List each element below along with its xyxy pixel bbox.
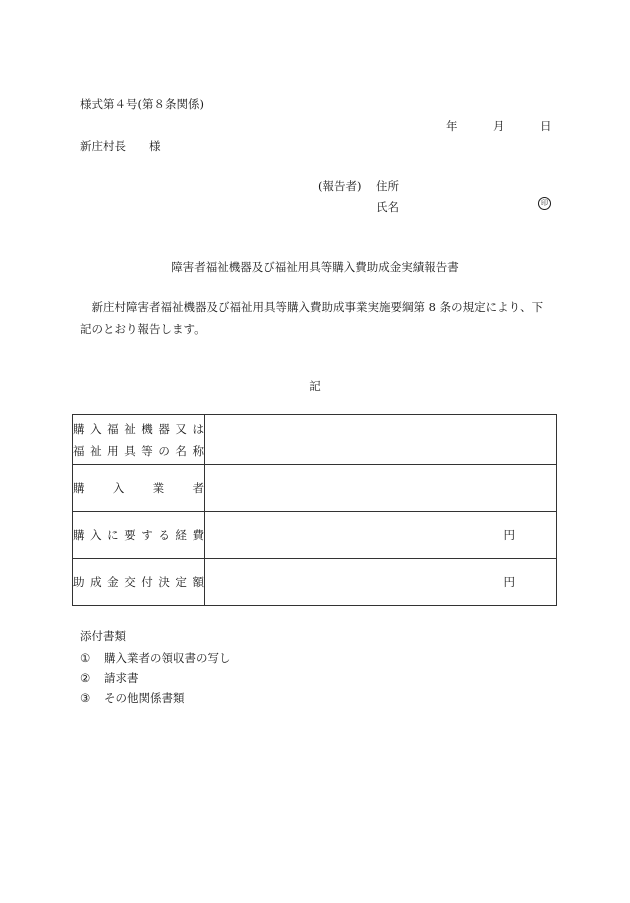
- list-item: ② 請求書: [80, 671, 139, 685]
- document-title: 障害者福祉機器及び福祉用具等購入費助成金実績報告書: [171, 260, 459, 274]
- label-line: 助 成 金 交 付 決 定 額: [73, 575, 204, 589]
- label-line: 購 入 に 要 す る 経 費: [73, 528, 204, 542]
- row-label: [73, 512, 205, 559]
- date-year-label: 年: [446, 119, 458, 133]
- label-line: 福 祉 用 具 等 の 名 称: [73, 443, 204, 458]
- table-row: [73, 465, 557, 512]
- name-label: 氏名: [376, 200, 399, 214]
- grant-amount-field[interactable]: [205, 559, 557, 606]
- list-item: ③ その他関係書類: [80, 691, 185, 705]
- date-month-label: 月: [493, 119, 505, 133]
- attachments-title: 添付書類: [80, 629, 126, 643]
- purchase-cost-field[interactable]: [205, 512, 557, 559]
- yen-unit: 円: [503, 575, 515, 589]
- label-line: 購 入 業 者: [73, 481, 204, 495]
- table-row: [73, 415, 557, 465]
- list-item: ① 購入業者の領収書の写し: [80, 651, 231, 665]
- form-number: 様式第４号(第８条関係): [80, 97, 204, 111]
- seal-mark: 印: [538, 197, 551, 210]
- reporter-label: (報告者): [318, 179, 362, 193]
- report-table: [72, 414, 557, 606]
- row-label: [73, 465, 205, 512]
- label-line: 購 入 福 祉 機 器 又 は: [73, 421, 204, 436]
- table-row: [73, 559, 557, 606]
- addressee: 新庄村長 様: [80, 139, 161, 153]
- vendor-field[interactable]: [205, 465, 557, 512]
- address-label: 住所: [376, 179, 399, 193]
- document-body: 新庄村障害者福祉機器及び福祉用具等購入費助成事業実施要綱第 8 条の規定により、下記のとおり報告します。: [80, 300, 544, 336]
- table-row: [73, 512, 557, 559]
- ki-heading: 記: [309, 379, 321, 393]
- yen-unit: 円: [503, 528, 515, 542]
- equipment-name-field[interactable]: [205, 415, 557, 465]
- row-label: [73, 415, 205, 465]
- row-label: [73, 559, 205, 606]
- date-day-label: 日: [540, 119, 552, 133]
